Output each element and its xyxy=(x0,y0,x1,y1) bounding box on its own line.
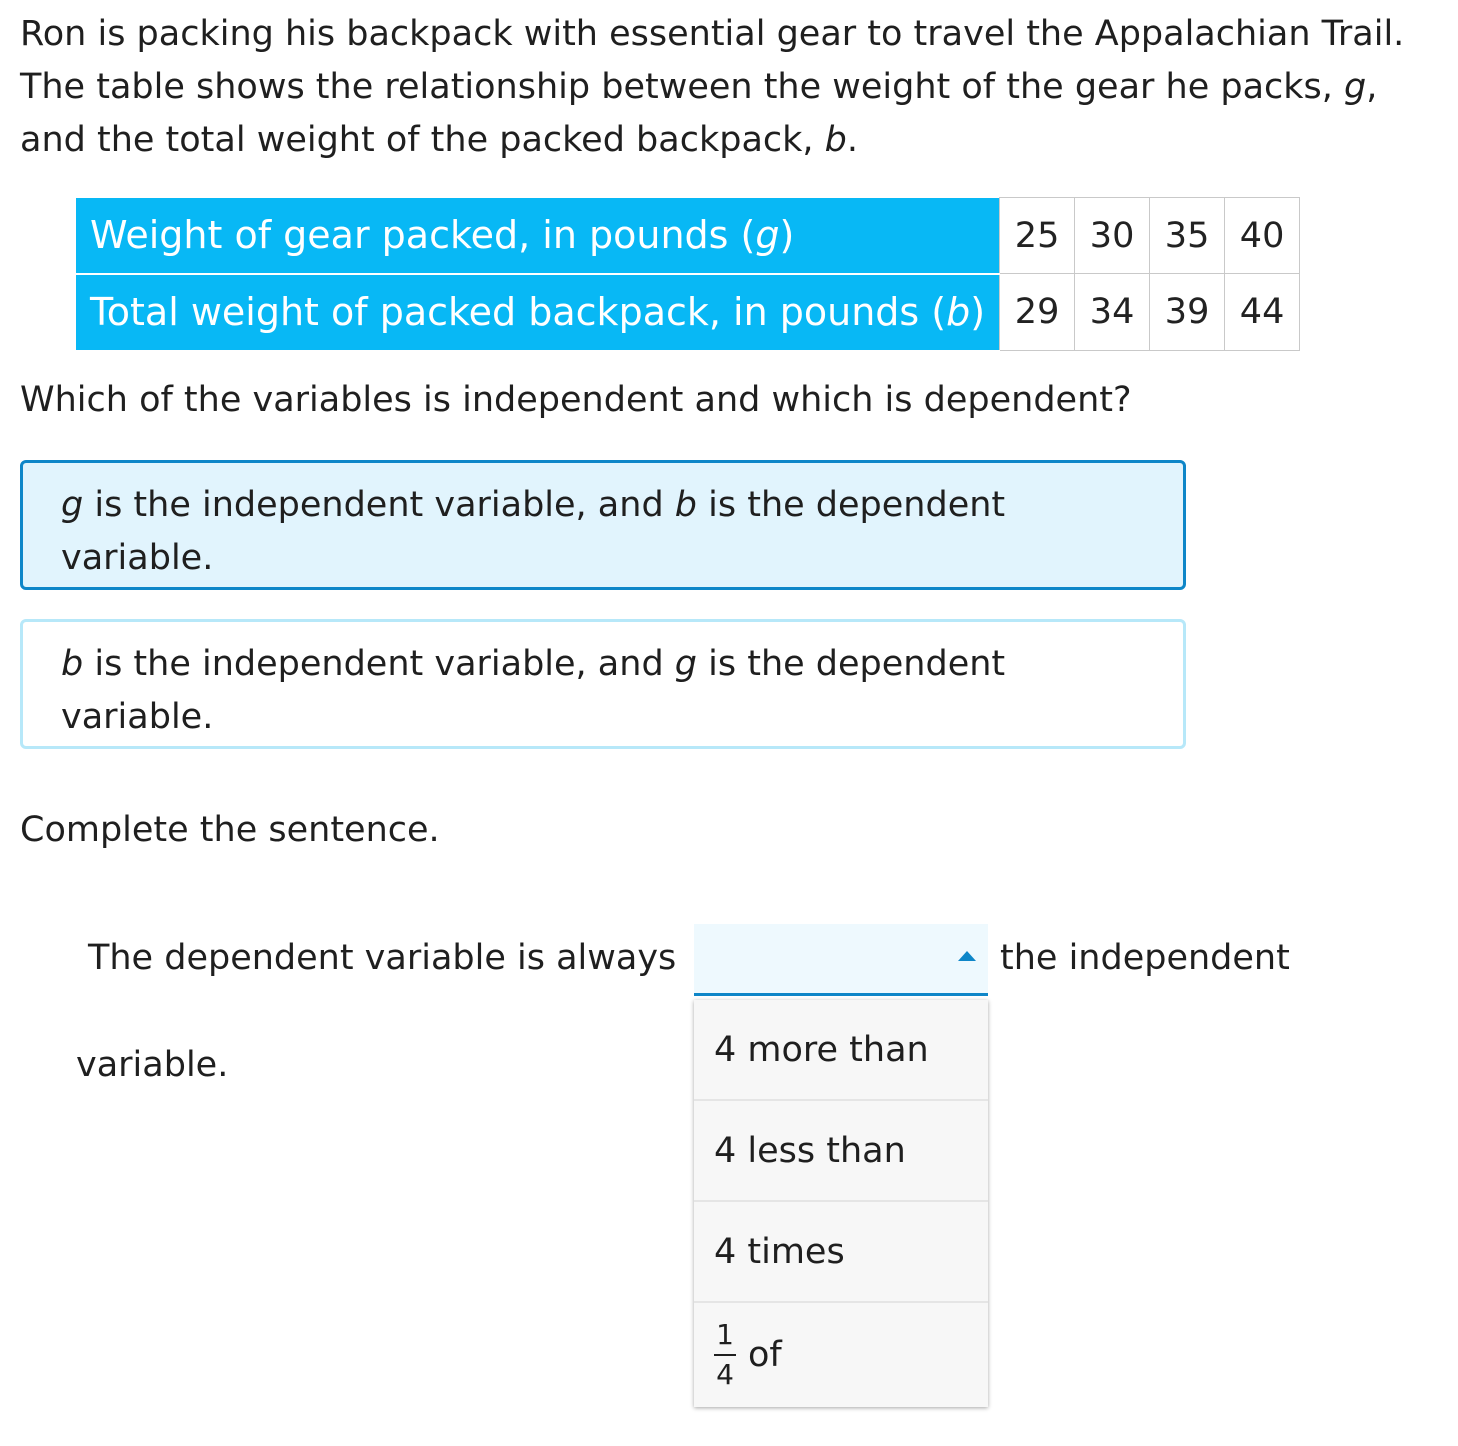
table-row xyxy=(76,274,1300,351)
table-cell: 35 xyxy=(1150,198,1225,274)
sentence-end: variable. xyxy=(76,1045,229,1085)
dropdown-option-4-times[interactable]: 4 times xyxy=(694,1202,988,1303)
table-cell: 40 xyxy=(1225,198,1300,274)
table-cell: 34 xyxy=(1075,274,1150,351)
question-variables: Which of the variables is independent and which is dependent? xyxy=(20,380,1132,420)
dropdown-option-one-fourth-of[interactable] xyxy=(694,1303,988,1407)
table-cell: 44 xyxy=(1225,274,1300,351)
dropdown-option-4-less-than[interactable]: 4 less than xyxy=(694,1101,988,1202)
answer-option-g-independent[interactable]: g is the independent variable, and b is the dependent variable. xyxy=(20,460,1186,590)
dropdown-menu xyxy=(694,1000,988,1407)
table-cell: 30 xyxy=(1075,198,1150,274)
fraction-suffix: of xyxy=(748,1335,782,1375)
sentence-before: The dependent variable is always xyxy=(88,938,677,978)
answer-option-b-independent[interactable]: b is the independent variable, and g is the dependent variable. xyxy=(20,619,1186,749)
dropdown-option-4-more-than[interactable]: 4 more than xyxy=(694,1000,988,1101)
data-table xyxy=(76,197,1300,352)
table-cell: 29 xyxy=(1000,274,1075,351)
sentence-after: the independent xyxy=(1000,938,1290,978)
row-header-gear: Weight of gear packed, in pounds (g) xyxy=(76,198,1000,274)
table-row xyxy=(76,198,1300,274)
fraction-bar xyxy=(714,1354,736,1356)
table-cell: 25 xyxy=(1000,198,1075,274)
row-header-backpack: Total weight of packed backpack, in pounds (b) xyxy=(76,274,1000,351)
relationship-dropdown[interactable] xyxy=(694,924,988,996)
caret-up-icon xyxy=(958,951,976,961)
fraction-denominator: 4 xyxy=(716,1358,734,1391)
problem-intro: Ron is packing his backpack with essential gear to travel the Appalachian Trail. The table shows the relationship between the weight of the gear he packs, g, and the total weight of the packed backpack, b. xyxy=(20,14,1405,160)
table-cell: 39 xyxy=(1150,274,1225,351)
fraction xyxy=(714,1320,736,1390)
fraction-numerator: 1 xyxy=(716,1318,734,1351)
question-complete-sentence: Complete the sentence. xyxy=(20,810,440,850)
